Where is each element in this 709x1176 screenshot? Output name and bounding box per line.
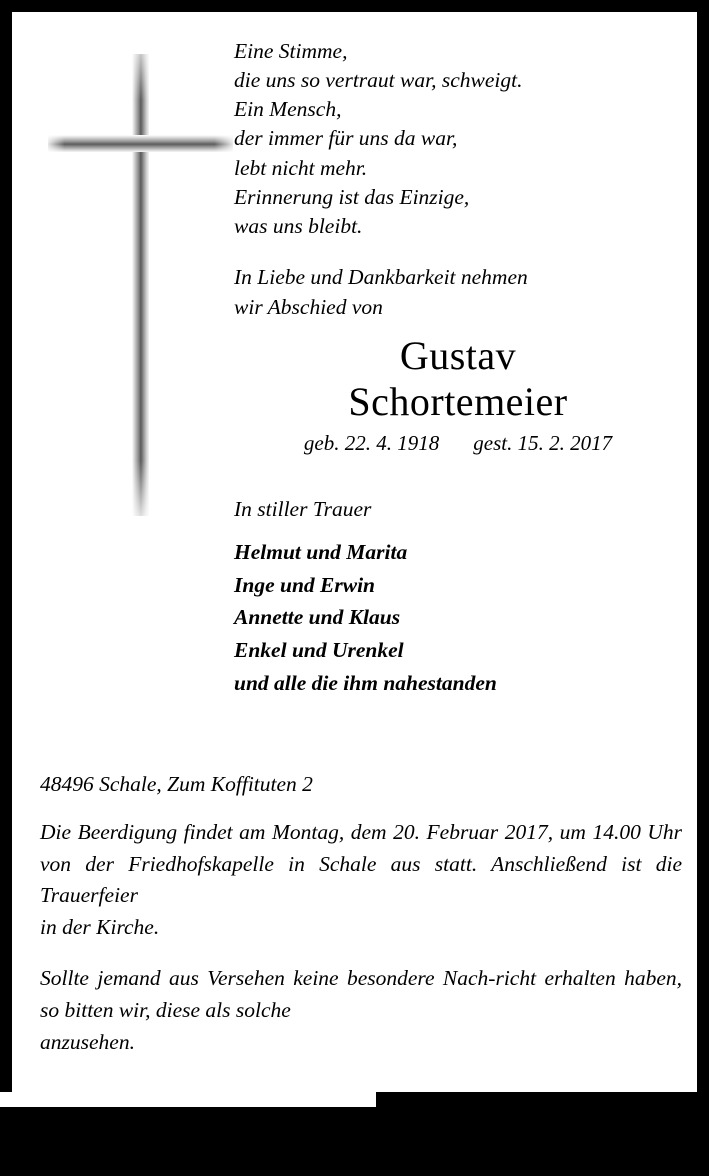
deceased-last-name: Schortemeier (348, 378, 568, 424)
family-member: Annette und Klaus (234, 605, 401, 630)
birth-date: geb. 22. 4. 1918 (303, 430, 440, 455)
upper-text-column (234, 37, 682, 699)
poem-line: die uns so vertraut war, schweigt. (234, 68, 523, 93)
notice-paragraph (40, 963, 682, 1058)
funeral-details-paragraph (40, 817, 682, 943)
funeral-details-text: Die Beerdigung findet am Montag, dem 20. Februar 2017, um 14.00 Uhr von der Friedhofskapelle in Schale aus statt. Anschließend ist die Trauerfeier (40, 820, 682, 908)
life-dates (234, 431, 682, 456)
farewell-intro (234, 262, 682, 323)
poem-line: Erinnerung ist das Einzige, (234, 184, 470, 209)
cross-horizontal-beam (48, 135, 233, 152)
deceased-name (234, 333, 682, 425)
cross-icon (32, 32, 232, 522)
address-line: 48496 Schale, Zum Koffituten 2 (40, 772, 313, 796)
poem-line: der immer für uns da war, (234, 126, 458, 151)
family-member: Inge und Erwin (234, 572, 376, 597)
family-member: und alle die ihm nahestanden (234, 670, 497, 695)
poem-line: lebt nicht mehr. (234, 155, 368, 180)
obituary-card (12, 12, 697, 1092)
poem-line: Eine Stimme, (234, 39, 348, 63)
poem-line: was uns bleibt. (234, 213, 363, 238)
notice-text: Sollte jemand aus Versehen keine besondere Nach-richt erhalten haben, so bitten wir, diese als solche (40, 966, 682, 1022)
deceased-first-name: Gustav (399, 332, 517, 378)
family-list (234, 536, 682, 699)
family-member: Enkel und Urenkel (234, 637, 404, 662)
bottom-white-notch (0, 1092, 376, 1107)
farewell-intro-line-1: In Liebe und Dankbarkeit nehmen (234, 264, 528, 289)
notice-text-last: anzusehen. (40, 1029, 135, 1054)
cross-vertical-beam (132, 54, 149, 516)
funeral-details-text-last: in der Kirche. (40, 914, 160, 939)
lower-text-column (40, 772, 682, 1058)
poem-line: Ein Mensch, (234, 97, 342, 122)
farewell-intro-line-2: wir Abschied von (234, 295, 383, 320)
mourning-label: In stiller Trauer (234, 496, 372, 521)
memorial-poem (234, 37, 682, 241)
family-member: Helmut und Marita (234, 539, 408, 564)
death-date: gest. 15. 2. 2017 (473, 430, 613, 455)
